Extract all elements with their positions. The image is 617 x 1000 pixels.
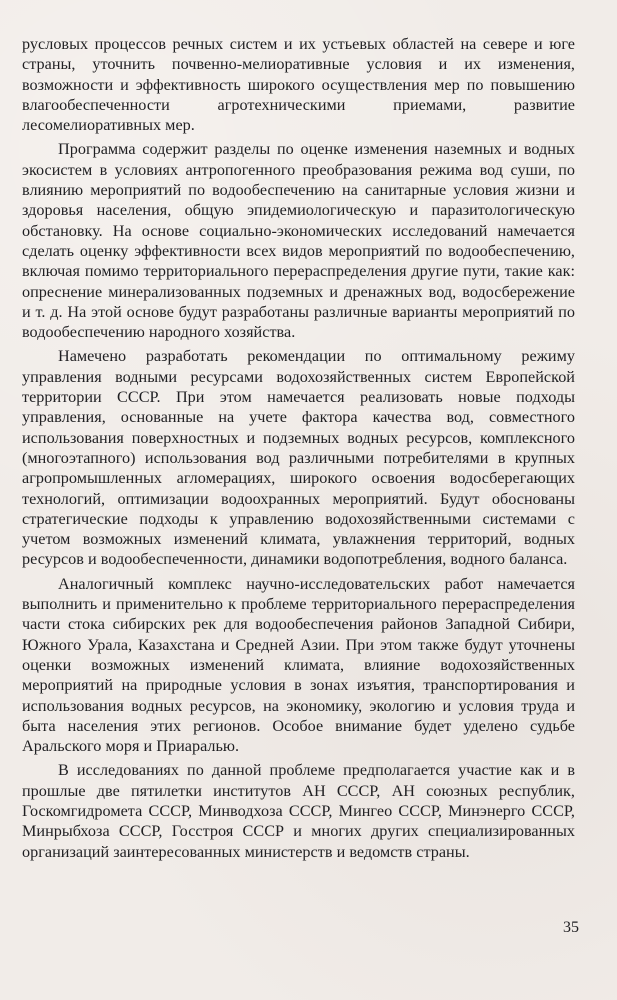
paragraph-5: В исследованиях по данной проблеме предполагается участие как и в прошлые две пятилетки институтов АН СССР, АН союзных республик, Госкомгидромета СССР, Минводхоза СССР, Мингео СССР, Минэнерго СССР, Минрыбхоза СССР, Госстроя СССР и многих других специализированных организаций заинтересованных министерств и ведомств страны. [22, 761, 575, 861]
body-text [22, 34, 575, 862]
page-number: 35 [563, 919, 579, 936]
paragraph-2: Программа содержит разделы по оценке изменения наземных и водных экосистем в условиях антропогенного преобразования режима вод суши, по влиянию мероприятий по водообеспечению на санитарные условия жизни и здоровья населения, общую эпидемиологическую и паразитологическую обстановку. На основе социально-экономических исследований намечается сделать оценку эффективности всех видов мероприятий по водообеспечению, включая помимо территориального перераспределения другие пути, такие как: опреснение минерализованных подземных и дренажных вод, водосбережение и т. д. На этой основе будут разработаны различные варианты мероприятий по водообеспечению народного хозяйства. [22, 140, 575, 342]
paragraph-3: Намечено разработать рекомендации по оптимальному режиму управления водными ресурсами водохозяйственных систем Европейской территории СССР. При этом намечается реализовать новые подходы управления, основанные на учете фактора качества вод, совместного использования поверхностных и подземных водных ресурсов, комплексного (многоэтапного) использования вод различными потребителями в крупных агропромышленных агломерациях, широкого освоения водосберегающих технологий, оптимизации водоохранных мероприятий. Будут обоснованы стратегические подходы к управлению водохозяйственными системами с учетом возможных изменений климата, увлажнения территорий, водных ресурсов и водообеспеченности, динамики водопотребления, водного баланса. [22, 347, 575, 569]
paragraph-1: русловых процессов речных систем и их устьевых областей на севере и юге страны, уточнить почвенно-мелиоративные условия и их изменения, возможности и эффективность широкого осуществления мер по повышению влагообеспеченности агротехническими приемами, развитие лесомелиоративных мер. [22, 35, 575, 135]
paragraph-4: Аналогичный комплекс научно-исследовательских работ намечается выполнить и применительно к проблеме территориального перераспределения части стока сибирских рек для водообеспечения районов Западной Сибири, Южного Урала, Казахстана и Средней Азии. При этом также будут уточнены оценки возможных изменений климата, влияние водохозяйственных мероприятий на природные условия в зонах изъятия, транспортирования и использования водных ресурсов, на экономику, экологию и условия труда и быта населения этих регионов. Особое внимание будет уделено судьбе Аральского моря и Приаралью. [22, 574, 575, 756]
